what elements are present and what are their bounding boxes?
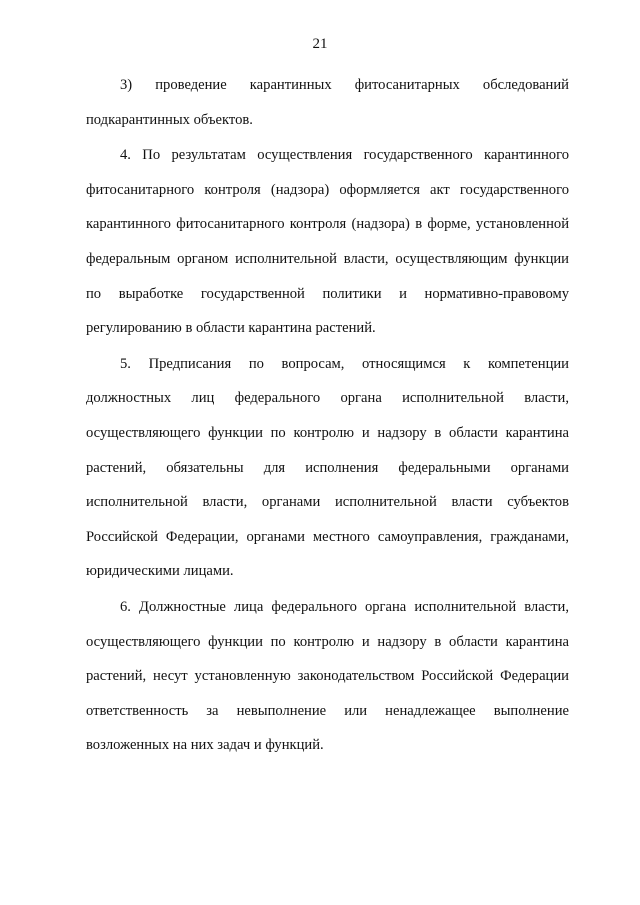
paragraph-clause-5: 5. Предписания по вопросам, относящимся к компетенции должностных лиц федерального органа исполнительной власти, осуществляющего функции по контролю и надзору в области карантина растений, обязательны для исполнения федеральными органами исполнительной власти, органами исполнительной власти субъектов Российской Федерации, органами местного самоуправления, гражданами, юридическими лицами.	[86, 355, 569, 580]
paragraph-item-3: 3) проведение карантинных фитосанитарных обследований подкарантинных объектов.	[86, 77, 569, 128]
paragraph-clause-6: 6. Должностные лица федерального органа исполнительной власти, осуществляющего функции по контролю и надзору в области карантина растений, несут установленную законодательством Российской Федерации ответственность за невыполнение или ненадлежащее выполнение возложенных на них задач и функций.	[86, 598, 569, 754]
paragraph-clause-4: 4. По результатам осуществления государственного карантинного фитосанитарного контроля (надзора) оформляется акт государственного карантинного фитосанитарного контроля (надзора) в форме, установленной федеральным органом исполнительной власти, осуществляющим функции по выработке государственной политики и нормативно-правовому регулированию в области карантина растений.	[86, 147, 569, 337]
page-number: 21	[312, 36, 328, 52]
document-body	[86, 68, 569, 764]
